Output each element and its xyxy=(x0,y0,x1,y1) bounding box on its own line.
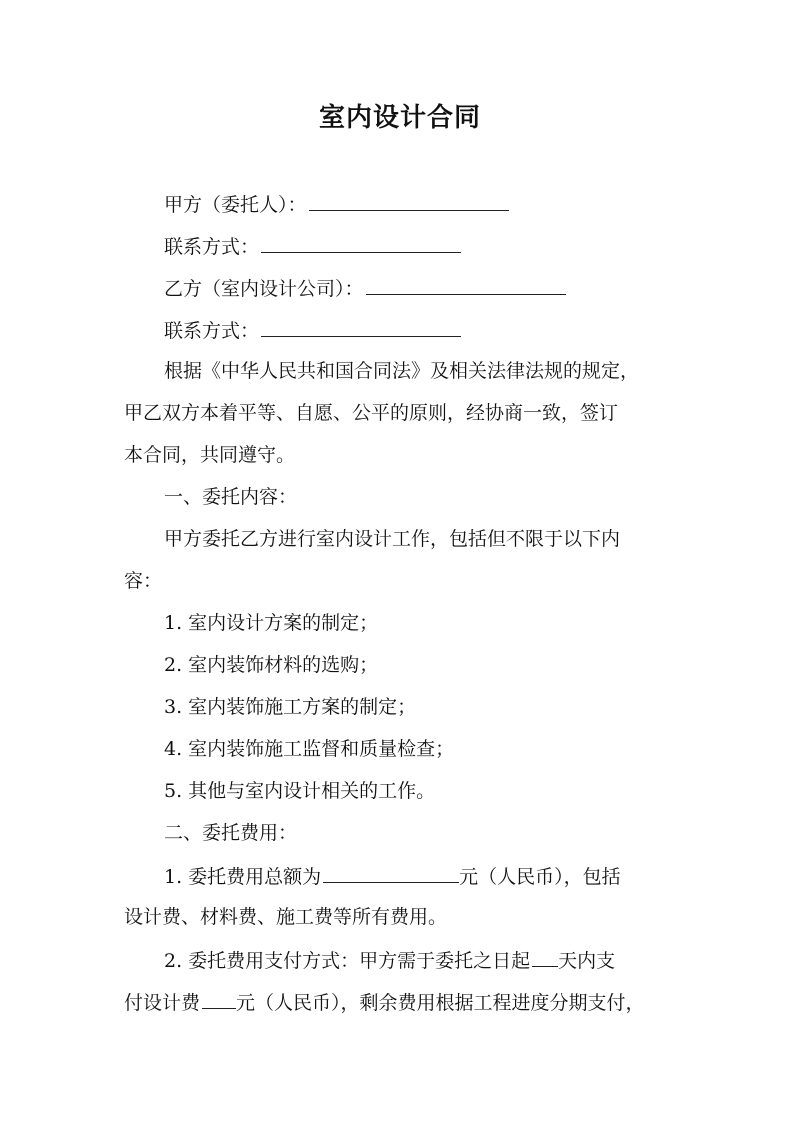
section1-intro-line-2: 容： xyxy=(124,570,163,592)
party-b-blank xyxy=(366,272,566,295)
section1-item-3: 3. 室内装饰施工方案的制定； xyxy=(164,696,417,718)
fee2-prefix: 2. 委托费用支付方式：甲方需于委托之日起 xyxy=(164,950,531,972)
fee2-design-fee-blank xyxy=(202,986,236,1009)
fee2-days-blank xyxy=(532,944,558,967)
section1-item-2: 2. 室内装饰材料的选购； xyxy=(164,654,379,676)
fee2-line-2 xyxy=(124,986,684,1018)
fee1-line-2: 设计费、材料费、施工费等所有费用。 xyxy=(124,906,448,928)
section1-heading: 一、委托内容： xyxy=(164,486,298,508)
party-b-label: 乙方（室内设计公司）： xyxy=(164,278,364,300)
fee1-amount-blank xyxy=(323,860,459,883)
contact-a-blank xyxy=(261,230,461,253)
party-b-line xyxy=(164,272,724,304)
contact-b-label: 联系方式： xyxy=(164,320,260,342)
fee2-line-1 xyxy=(164,944,724,976)
fee1-suffix: 元（人民币），包括 xyxy=(459,866,621,888)
party-a-line xyxy=(164,188,724,220)
section2-heading: 二、委托费用： xyxy=(164,822,298,844)
contact-a-label: 联系方式： xyxy=(164,236,260,258)
party-a-blank xyxy=(309,188,509,211)
fee1-line-1 xyxy=(164,860,724,892)
fee2-line2-prefix: 付设计费 xyxy=(124,992,201,1014)
fee1-prefix: 1. 委托费用总额为 xyxy=(164,866,322,888)
document-title: 室内设计合同 xyxy=(318,103,481,133)
contact-b-line xyxy=(164,314,724,346)
contact-a-line xyxy=(164,230,724,262)
contact-b-blank xyxy=(261,314,461,337)
preamble-line-1: 根据《中华人民共和国合同法》及相关法律法规的规定， xyxy=(164,360,640,382)
preamble-line-3: 本合同，共同遵守。 xyxy=(124,444,296,466)
fee2-line2-suffix: 元（人民币），剩余费用根据工程进度分期支付， xyxy=(236,992,645,1014)
section1-item-5: 5. 其他与室内设计相关的工作。 xyxy=(164,780,436,802)
preamble-line-2: 甲乙双方本着平等、自愿、公平的原则，经协商一致，签订 xyxy=(124,402,619,424)
fee2-mid: 天内支 xyxy=(558,950,616,972)
party-a-label: 甲方（委托人）： xyxy=(164,194,307,216)
section1-intro-line-1: 甲方委托乙方进行室内设计工作，包括但不限于以下内 xyxy=(164,528,621,550)
section1-item-4: 4. 室内装饰施工监督和质量检查； xyxy=(164,738,455,760)
section1-item-1: 1. 室内设计方案的制定； xyxy=(164,612,379,634)
